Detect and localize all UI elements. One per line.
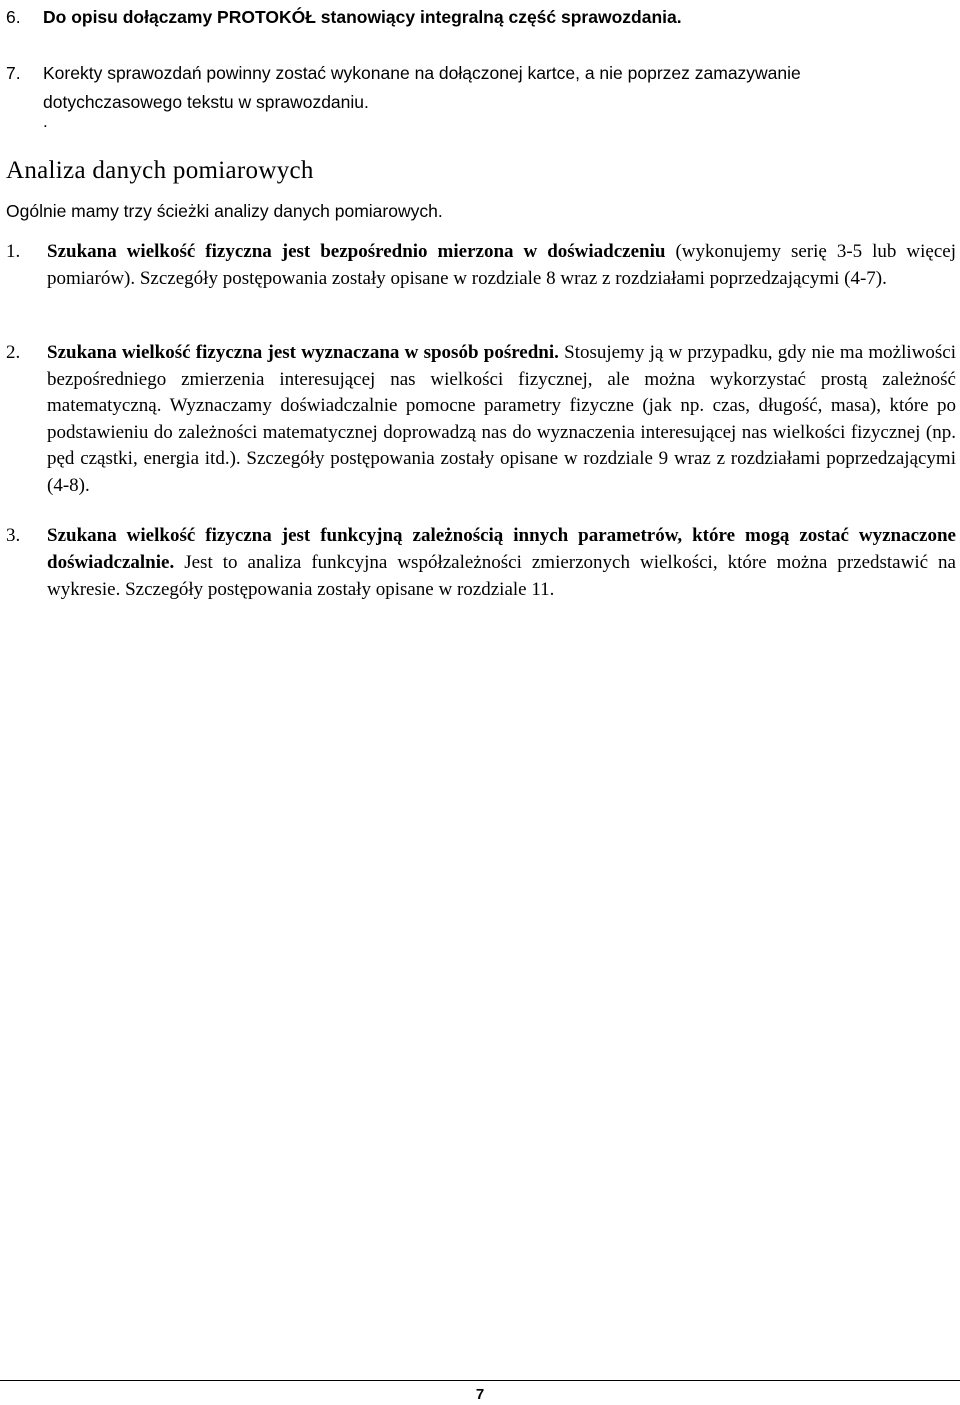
path-number: 1. [6,241,21,262]
stray-dot: . [43,112,48,131]
path-number: 3. [6,525,21,546]
path-bold: Szukana wielkość fizyczna jest wyznaczana w sposób pośredni. [47,342,559,363]
path-bold: Szukana wielkość fizyczna jest funkcyjną zależnością innych parametrów, które mogą zostać wyznaczone doświadczalnie. [47,525,956,573]
path-item-2 [6,340,956,499]
path-rest: Stosujemy ją w przypadku, gdy nie ma możliwości bezpośredniego zmierzenia interesującej nas wielkości fizycznej, ale można wykorzystać prostą zależność matematyczną. Wyznaczamy doświadczalnie pomocne parametry fizyczne (jak np. czas, długość, masa), które po podstawieniu do zależności matematycznej doprowadzą nas do wyznaczenia interesującej nas wielkości fizycznej (np. pęd cząstki, energia itd.). Szczegóły postępowania zostały opisane w rozdziale 9 wraz z rozdziałami poprzedzającymi (4-8). [47,342,956,496]
list-text-line-2: dotychczasowego tekstu w sprawozdaniu. [43,92,369,112]
list-number: 6. [6,7,21,27]
path-number: 2. [6,342,21,363]
path-rest: Jest to analiza funkcyjna współzależności zmierzonych wielkości, które można przedstawić na wykresie. Szczegóły postępowania zostały opisane w rozdziale 11. [47,552,956,600]
path-text [47,522,956,603]
section-intro: Ogólnie mamy trzy ścieżki analizy danych pomiarowych. [6,201,443,221]
section-heading: Analiza danych pomiarowych [6,157,314,184]
page-number: 7 [475,1386,485,1403]
footer-rule [0,1380,960,1381]
path-text [47,238,956,292]
list-text-line-1: Korekty sprawozdań powinny zostać wykonane na dołączonej kartce, a nie poprzez zamazywanie [43,63,801,83]
path-rest: (wykonujemy serię 3-5 lub więcej pomiarów). Szczegóły postępowania zostały opisane w rozdziale 8 wraz z rozdziałami poprzedzającymi (4-7). [47,241,956,289]
list-number: 7. [6,63,21,83]
path-item-1 [6,238,956,292]
path-text [47,340,956,499]
path-bold: Szukana wielkość fizyczna jest bezpośrednio mierzona w doświadczeniu [47,241,666,262]
list-text: Do opisu dołączamy PROTOKÓŁ stanowiący integralną część sprawozdania. [43,7,682,27]
path-item-3 [6,522,956,603]
